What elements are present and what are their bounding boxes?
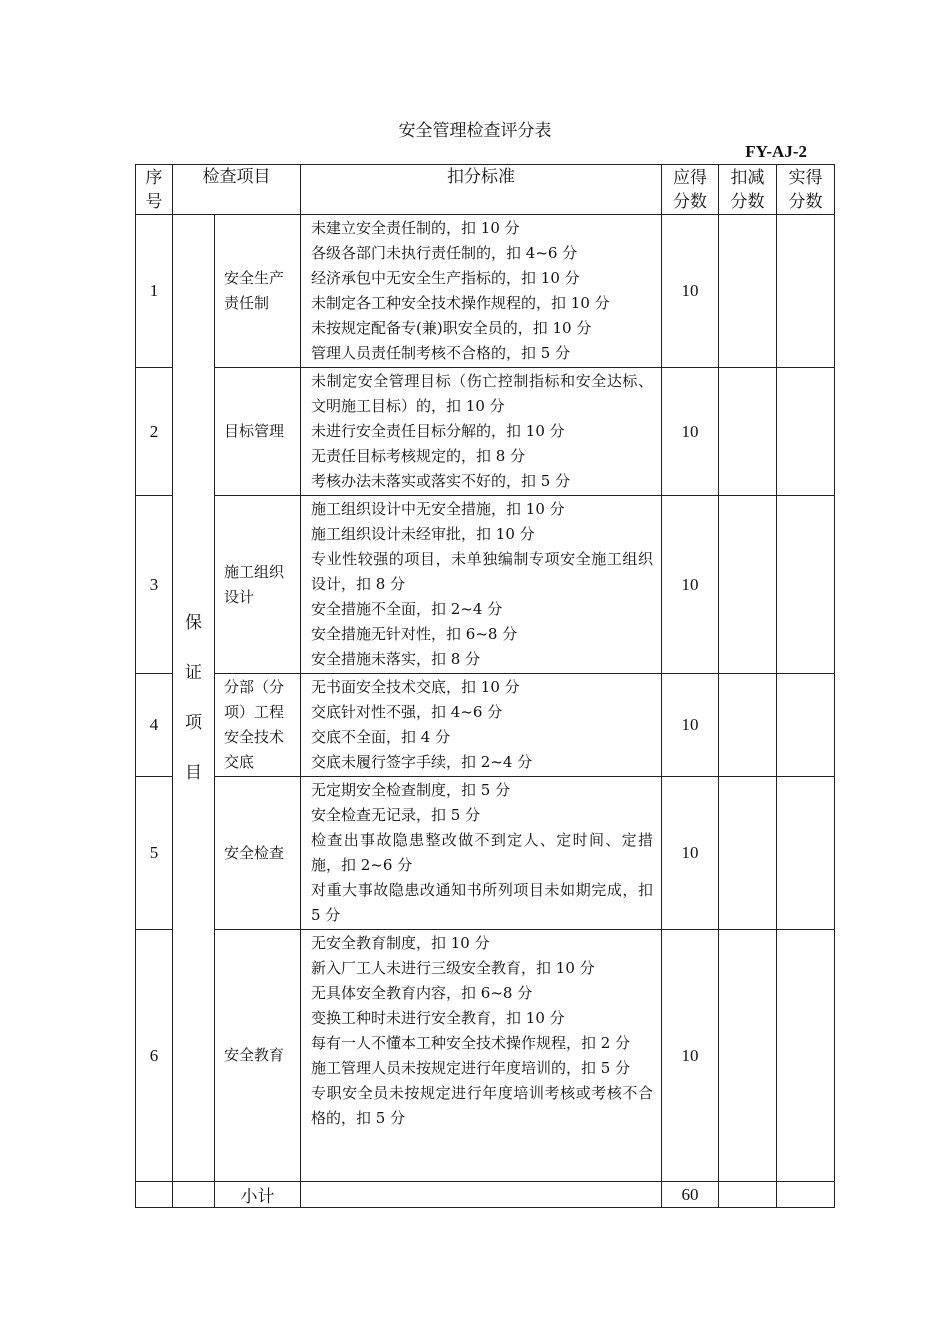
criteria-line: 交底未履行签字手续，扣 2~4 分	[311, 753, 533, 771]
criteria-line: 未制定安全管理目标（伤亡控制指标和安全达标、文明施工目标）的，扣 10 分	[311, 372, 653, 415]
criteria-line: 施工组织设计未经审批，扣 10 分	[311, 525, 535, 543]
row-due: 10	[662, 674, 719, 777]
row-deduct	[719, 777, 777, 930]
group-label	[173, 215, 215, 1182]
criteria-line: 未建立安全责任制的，扣 10 分	[311, 219, 520, 237]
row-item: 安全检查	[215, 777, 301, 930]
group-char: 项	[185, 713, 202, 733]
header-row	[136, 165, 835, 215]
row-due: 10	[662, 777, 719, 930]
criteria-line: 施工管理人员未按规定进行年度培训的，扣 5 分	[311, 1059, 631, 1077]
row-item: 安全教育	[215, 930, 301, 1182]
row-actual	[777, 930, 835, 1182]
group-char: 目	[185, 763, 202, 783]
criteria-line: 无书面安全技术交底，扣 10 分	[311, 678, 520, 696]
header-seq: 序号	[136, 165, 173, 215]
row-deduct	[719, 930, 777, 1182]
criteria-line: 未制定各工种安全技术操作规程的，扣 10 分	[311, 294, 610, 312]
page-title: 安全管理检查评分表	[398, 121, 552, 141]
criteria-line: 每有一人不懂本工种安全技术操作规程，扣 2 分	[311, 1034, 631, 1052]
header-due: 应得分数	[662, 165, 719, 215]
row-seq: 6	[136, 930, 173, 1182]
table-row	[136, 368, 835, 496]
row-due: 10	[662, 368, 719, 496]
row-seq: 2	[136, 368, 173, 496]
criteria-line: 安全检查无记录，扣 5 分	[311, 806, 481, 824]
row-due: 10	[662, 215, 719, 368]
criteria-line: 无定期安全检查制度，扣 5 分	[311, 781, 511, 799]
row-criteria	[301, 368, 662, 496]
row-criteria	[301, 215, 662, 368]
row-criteria	[301, 674, 662, 777]
row-actual	[777, 368, 835, 496]
row-item: 目标管理	[215, 368, 301, 496]
table-row	[136, 930, 835, 1182]
subtotal-due: 60	[662, 1182, 719, 1208]
row-deduct	[719, 368, 777, 496]
row-seq: 5	[136, 777, 173, 930]
row-criteria	[301, 777, 662, 930]
row-item: 施工组织设计	[215, 496, 301, 674]
criteria-line: 施工组织设计中无安全措施，扣 10 分	[311, 500, 565, 518]
table-row	[136, 674, 835, 777]
row-actual	[777, 777, 835, 930]
row-criteria	[301, 930, 662, 1182]
row-deduct	[719, 674, 777, 777]
row-seq: 1	[136, 215, 173, 368]
criteria-line: 管理人员责任制考核不合格的，扣 5 分	[311, 344, 571, 362]
subtotal-criteria	[301, 1182, 662, 1208]
header-item: 检查项目	[173, 165, 301, 215]
row-due: 10	[662, 930, 719, 1182]
row-due: 10	[662, 496, 719, 674]
table-row	[136, 496, 835, 674]
subtotal-group	[173, 1182, 215, 1208]
row-criteria	[301, 496, 662, 674]
row-actual	[777, 674, 835, 777]
criteria-line: 未按规定配备专(兼)职安全员的，扣 10 分	[311, 319, 592, 337]
criteria-line: 安全措施不全面，扣 2~4 分	[311, 600, 503, 618]
criteria-line: 对重大事故隐患改通知书所列项目未如期完成，扣 5 分	[311, 881, 653, 924]
row-deduct	[719, 215, 777, 368]
row-actual	[777, 215, 835, 368]
criteria-line: 安全措施无针对性，扣 6~8 分	[311, 625, 518, 643]
table-row	[136, 777, 835, 930]
subtotal-row	[136, 1182, 835, 1208]
group-char: 保	[185, 613, 202, 633]
header-criteria: 扣分标准	[301, 165, 662, 215]
row-item: 安全生产责任制	[215, 215, 301, 368]
criteria-line: 变换工种时未进行安全教育，扣 10 分	[311, 1009, 565, 1027]
row-deduct	[719, 496, 777, 674]
subtotal-deduct	[719, 1182, 777, 1208]
criteria-line: 未进行安全责任目标分解的，扣 10 分	[311, 422, 565, 440]
header-actual: 实得分数	[777, 165, 835, 215]
subtotal-seq	[136, 1182, 173, 1208]
score-table	[135, 164, 835, 1208]
criteria-line: 交底针对性不强，扣 4~6 分	[311, 703, 503, 721]
criteria-line: 无安全教育制度，扣 10 分	[311, 934, 490, 952]
table-row	[136, 215, 835, 368]
criteria-line: 无具体安全教育内容，扣 6~8 分	[311, 984, 533, 1002]
criteria-line: 各级各部门未执行责任制的，扣 4~6 分	[311, 244, 578, 262]
header-deduct: 扣减分数	[719, 165, 777, 215]
row-actual	[777, 496, 835, 674]
subtotal-actual	[777, 1182, 835, 1208]
criteria-line: 检查出事故隐患整改做不到定人、定时间、定措施，扣 2~6 分	[311, 831, 653, 874]
row-item: 分部（分项）工程安全技术交底	[215, 674, 301, 777]
criteria-line: 安全措施未落实，扣 8 分	[311, 650, 481, 668]
criteria-line: 经济承包中无安全生产指标的，扣 10 分	[311, 269, 580, 287]
form-code: FY-AJ-2	[745, 142, 807, 161]
row-seq: 4	[136, 674, 173, 777]
criteria-line: 专职安全员未按规定进行年度培训考核或考核不合格的，扣 5 分	[311, 1084, 653, 1127]
group-char: 证	[185, 663, 202, 683]
criteria-line: 无责任目标考核规定的，扣 8 分	[311, 447, 526, 465]
row-seq: 3	[136, 496, 173, 674]
subtotal-label: 小计	[215, 1182, 301, 1208]
criteria-line: 专业性较强的项目，未单独编制专项安全施工组织设计，扣 8 分	[311, 550, 653, 593]
criteria-line: 交底不全面，扣 4 分	[311, 728, 451, 746]
criteria-line: 考核办法未落实或落实不好的，扣 5 分	[311, 472, 571, 490]
criteria-line: 新入厂工人未进行三级安全教育，扣 10 分	[311, 959, 595, 977]
